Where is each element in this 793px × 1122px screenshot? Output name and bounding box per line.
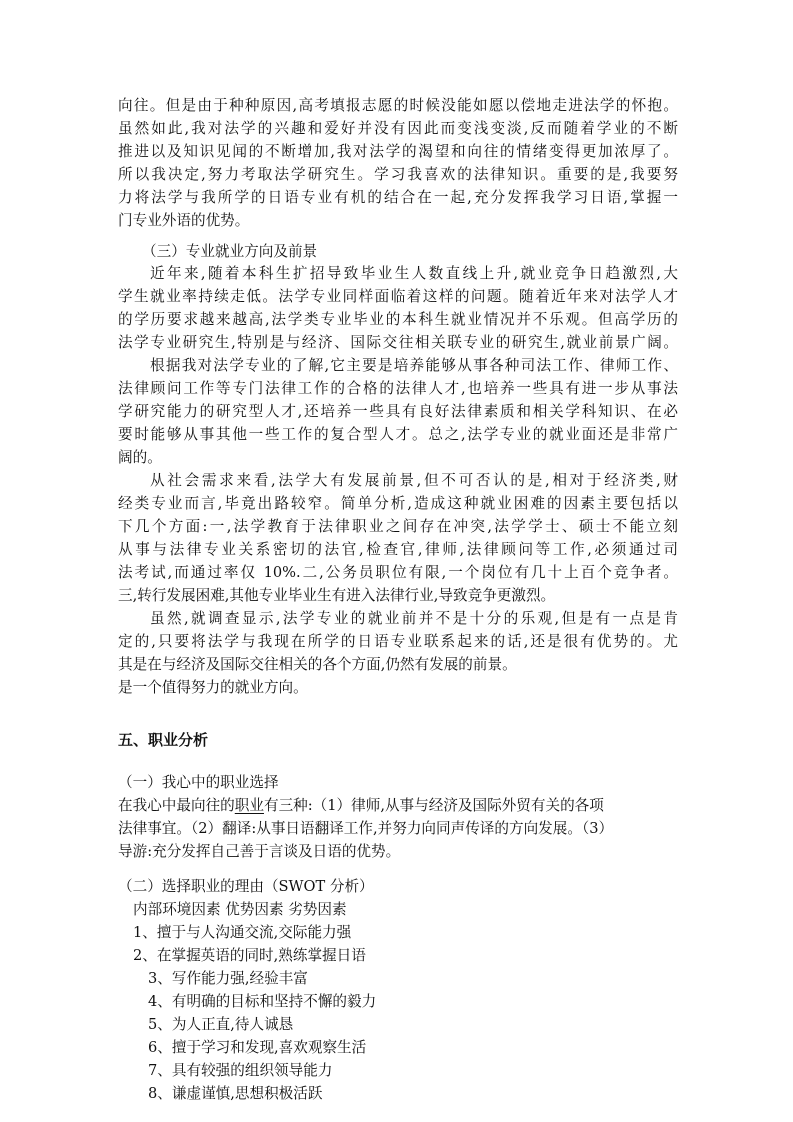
intro-line: 力将法学与我所学的日语专业有机的结合在一起,充分发挥我学习日语,掌握一 xyxy=(118,189,678,206)
paragraph-line: 学生就业率持续走低。法学专业同样面临着这样的问题。随着近年来对法学人才 xyxy=(118,288,678,305)
swot-factors-header: 内部环境因素 优势因素 劣势因素 xyxy=(133,901,347,918)
paragraph-line: 法律顾问工作等专门法律工作的合格的法律人才,也培养一些具有进一步从事法 xyxy=(118,380,678,397)
swot-item: 5、为人正直,待人诚恳 xyxy=(148,1016,294,1033)
paragraph-line: 虽然,就调查显示,法学专业的就业前并不是十分的乐观,但是有一点是肯 xyxy=(150,610,678,627)
paragraph-line: 根据我对法学专业的了解,它主要是培养能够从事各种司法工作、律师工作、 xyxy=(150,357,678,374)
intro-line: 虽然如此,我对法学的兴趣和爱好并没有因此而变浅变淡,反而随着学业的不断 xyxy=(118,120,678,137)
paragraph-line: 从事与法律专业关系密切的法官,检查官,律师,法律顾问等工作,必须通过司 xyxy=(118,541,678,558)
career-choice-line xyxy=(118,795,604,817)
intro-line: 向往。但是由于种种原因,高考填报志愿的时候没能如愿以偿地走进法学的怀抱。 xyxy=(118,97,678,114)
paragraph-line: 经类专业而言,毕竟出路较窄。简单分析,造成这种就业困难的因素主要包括以 xyxy=(118,495,678,512)
swot-item: 1、擅于与人沟通交流,交际能力强 xyxy=(133,924,352,941)
career-choice-line: 导游:充分发挥自己善于言谈及日语的优势。 xyxy=(118,843,401,860)
subheading-career-choice: （一）我心中的职业选择 xyxy=(118,774,279,791)
paragraph-line: 其是在与经济及国际交往相关的各个方面,仍然有发展的前景。 xyxy=(118,656,517,673)
paragraph-line: 阔的。 xyxy=(118,449,162,466)
paragraph-line: 要时能够从事其他一些工作的复合型人才。总之,法学专业的就业面还是非常广 xyxy=(118,426,678,443)
paragraph-line: 近年来,随着本科生扩招导致毕业生人数直线上升,就业竞争日趋激烈,大 xyxy=(150,265,678,282)
paragraph-line: 是一个值得努力的就业方向。 xyxy=(118,679,308,696)
subheading-swot: （二）选择职业的理由（SWOT 分析） xyxy=(118,878,374,895)
swot-item: 2、在掌握英语的同时,熟练掌握日语 xyxy=(133,947,366,964)
paragraph-line: 三,转行发展困难,其他专业毕业生有进入法律行业,导致竞争更激烈。 xyxy=(118,587,556,604)
career-choice-line: 法律事宜。（2）翻译:从事日语翻译工作,并努力向同声传译的方向发展。（3） xyxy=(118,820,614,837)
paragraph-line: 的学历要求越来越高,法学类专业毕业的本科生就业情况并不乐观。但高学历的 xyxy=(118,311,678,328)
swot-item: 4、有明确的目标和坚持不懈的毅力 xyxy=(148,993,377,1010)
paragraph-line: 下几个方面:一,法学教育于法律职业之间存在冲突,法学学士、硕士不能立刻 xyxy=(118,518,678,535)
swot-item: 6、擅于学习和发现,喜欢观察生活 xyxy=(148,1039,367,1056)
section-title-career-analysis: 五、职业分析 xyxy=(118,731,209,749)
paragraph-line: 从社会需求来看,法学大有发展前景,但不可否认的是,相对于经济类,财 xyxy=(150,472,678,489)
paragraph-line: 学研究能力的研究型人才,还培养一些具有良好法律素质和相关学科知识、在必 xyxy=(118,403,678,420)
career-choice-text: 有三种:（1）律师,从事与经济及国际外贸有关的各项 xyxy=(263,797,604,814)
paragraph-line: 法考试,而通过率仅 10%.二,公务员职位有限,一个岗位有几十上百个竞争者。 xyxy=(118,564,678,581)
swot-item: 3、写作能力强,经验丰富 xyxy=(148,970,308,987)
career-underlined-word: 职业 xyxy=(234,797,264,814)
subheading-employment-prospects: （三）专业就业方向及前景 xyxy=(142,243,318,260)
career-choice-text: 在我心中最向往的 xyxy=(118,797,235,814)
intro-line: 所以我决定,努力考取法学研究生。学习我喜欢的法律知识。重要的是,我要努 xyxy=(118,166,678,183)
intro-line: 门专业外语的优势。 xyxy=(118,212,250,229)
paragraph-line: 法学专业研究生,特别是与经济、国际交往相关联专业的研究生,就业前景广阔。 xyxy=(118,334,678,351)
paragraph-line: 定的,只要将法学与我现在所学的日语专业联系起来的话,还是很有优势的。尤 xyxy=(118,633,678,650)
intro-line: 推进以及知识见闻的不断增加,我对法学的渴望和向往的情绪变得更加浓厚了。 xyxy=(118,143,678,160)
swot-item: 7、具有较强的组织领导能力 xyxy=(148,1062,333,1079)
swot-item: 8、谦虚谨慎,思想积极活跃 xyxy=(148,1085,323,1102)
